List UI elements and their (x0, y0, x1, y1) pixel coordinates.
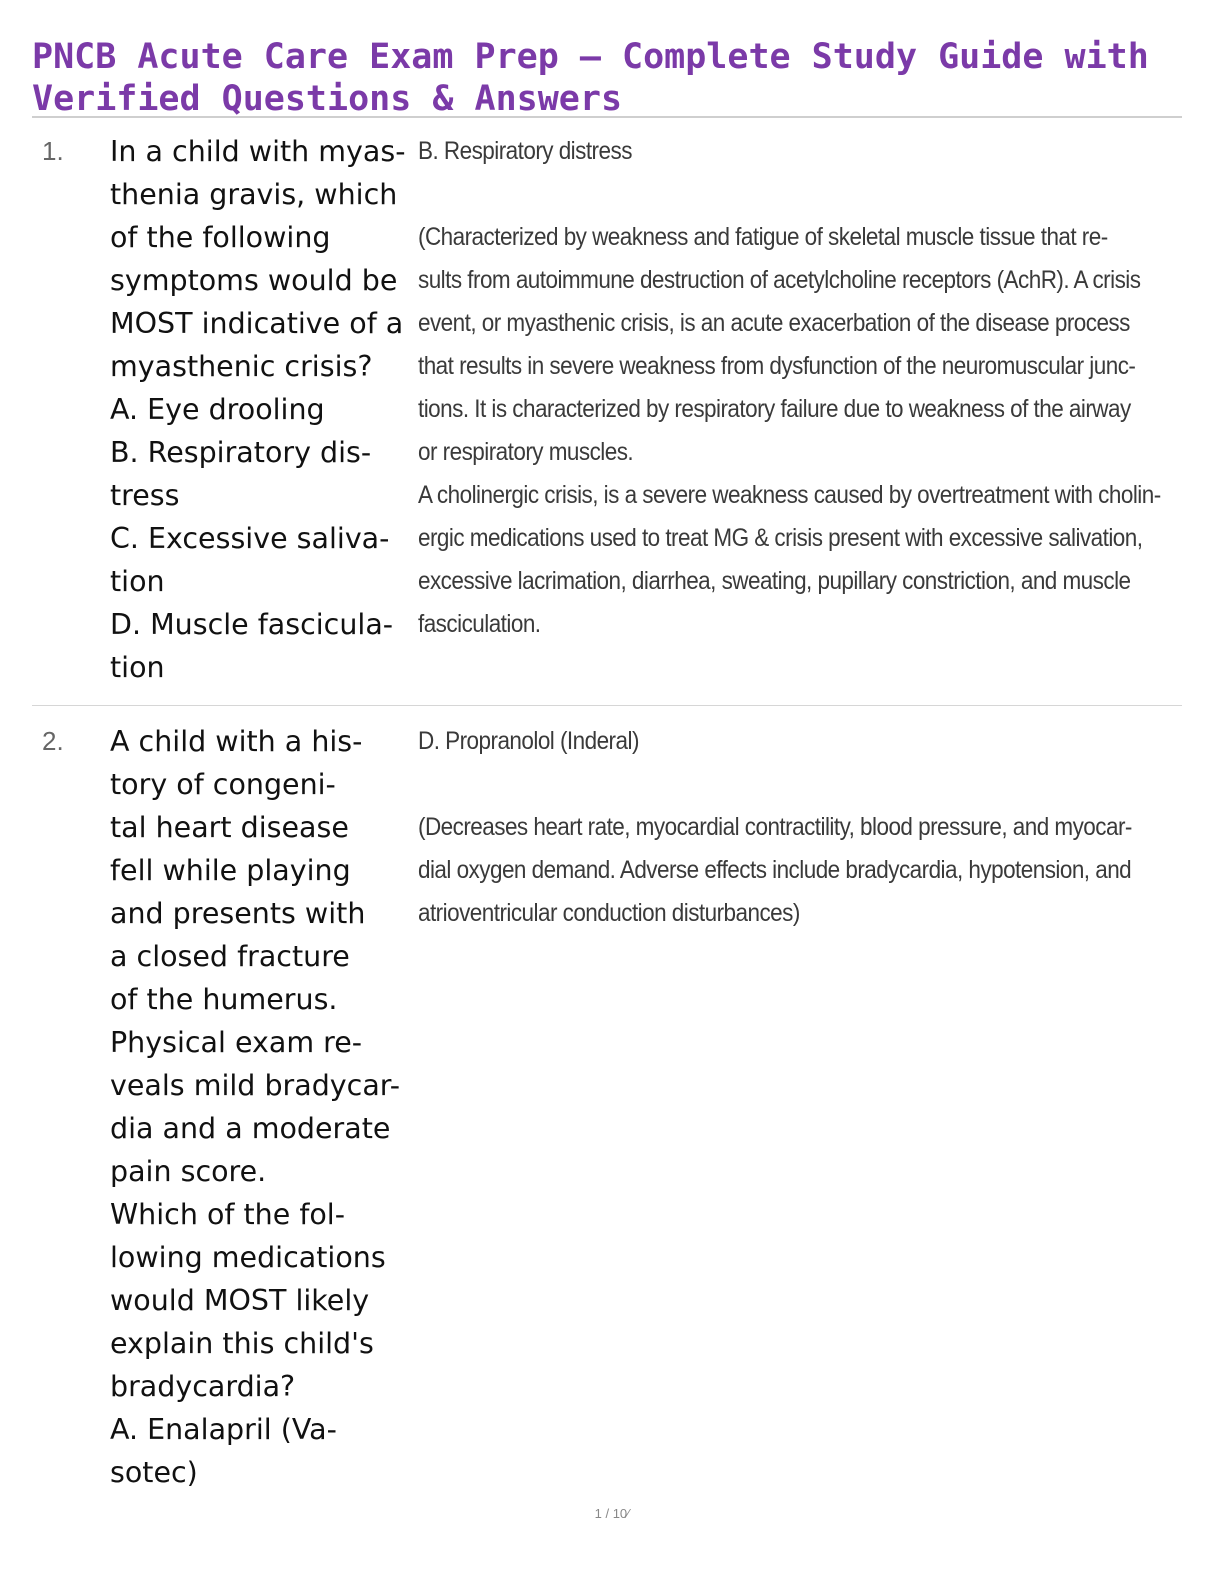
explanation-line: fasciculation. (418, 610, 541, 638)
question-text (110, 720, 410, 1494)
question-line: Physical exam re- (110, 1026, 363, 1059)
page-title-line-2: Verified Questions & Answers (32, 79, 623, 119)
question-line: symptoms would be (110, 264, 398, 297)
explanation-line: excessive lacrimation, diarrhea, sweating, pupillary constriction, and muscle (418, 567, 1131, 595)
page-title-line-1: PNCB Acute Care Exam Prep – Complete Study Guide with (32, 37, 1149, 77)
qa-item-1 (32, 130, 1182, 690)
question-line: tal heart disease (110, 811, 349, 844)
explanation-line: atrioventricular conduction disturbances) (418, 899, 800, 927)
question-line: thenia gravis, which (110, 178, 398, 211)
question-text (110, 130, 410, 689)
page-title (32, 36, 1192, 120)
explanation-line: tions. It is characterized by respiratory failure due to weakness of the airway (418, 395, 1131, 423)
question-line: and presents with (110, 897, 366, 930)
question-line: In a child with myas- (110, 135, 406, 168)
question-line: tion (110, 651, 165, 684)
explanation-line: or respiratory muscles. (418, 438, 634, 466)
answer-text: D. Propranolol (Inderal) (418, 727, 639, 755)
explanation-line: sults from autoimmune destruction of acetylcholine receptors (AchR). A crisis (418, 266, 1141, 294)
explanation-line: event, or myasthenic crisis, is an acute exacerbation of the disease process (418, 309, 1130, 337)
question-line: explain this child's (110, 1327, 374, 1360)
title-divider (32, 116, 1182, 118)
spacer (418, 173, 1178, 216)
explanation-line: ergic medications used to treat MG & crisis present with excessive salivation, (418, 524, 1143, 552)
explanation-line: A cholinergic crisis, is a severe weakness caused by overtreatment with cholin- (418, 481, 1161, 509)
question-line: MOST indicative of a (110, 307, 404, 340)
page-number: 1 / 10⁄ (594, 1506, 630, 1521)
question-line: tion (110, 565, 165, 598)
question-option-a: A. Eye drooling (110, 393, 325, 426)
item-divider (32, 705, 1182, 706)
question-line: bradycardia? (110, 1370, 296, 1403)
question-line: veals mild bradycar- (110, 1069, 400, 1102)
question-line: tress (110, 479, 180, 512)
qa-item-2 (32, 720, 1182, 1500)
question-line: A child with a his- (110, 725, 363, 758)
question-option-b: B. Respiratory dis- (110, 436, 372, 469)
question-line: myasthenic crisis? (110, 350, 373, 383)
question-line: of the humerus. (110, 983, 338, 1016)
explanation-line: that results in severe weakness from dysfunction of the neuromuscular junc- (418, 352, 1136, 380)
question-line: dia and a moderate (110, 1112, 391, 1145)
question-line: would MOST likely (110, 1284, 370, 1317)
answer-text: B. Respiratory distress (418, 137, 632, 165)
question-number: 2. (42, 726, 64, 756)
explanation-line: (Characterized by weakness and fatigue of skeletal muscle tissue that re- (418, 223, 1108, 251)
question-line: Which of the fol- (110, 1198, 345, 1231)
question-option-a: A. Enalapril (Va- (110, 1413, 337, 1446)
answer-block (418, 720, 1178, 935)
question-line: sotec) (110, 1456, 198, 1489)
question-line: of the following (110, 221, 331, 254)
question-line: lowing medications (110, 1241, 386, 1274)
question-option-d: D. Muscle fascicula- (110, 608, 394, 641)
question-option-c: C. Excessive saliva- (110, 522, 390, 555)
question-line: tory of congeni- (110, 768, 336, 801)
explanation-line: dial oxygen demand. Adverse effects include bradycardia, hypotension, and (418, 856, 1132, 884)
question-number: 1. (42, 136, 64, 166)
spacer (418, 763, 1178, 806)
question-line: a closed fracture (110, 940, 350, 973)
question-line: fell while playing (110, 854, 351, 887)
question-line: pain score. (110, 1155, 267, 1188)
explanation-line: (Decreases heart rate, myocardial contractility, blood pressure, and myocar- (418, 813, 1132, 841)
answer-block (418, 130, 1178, 646)
